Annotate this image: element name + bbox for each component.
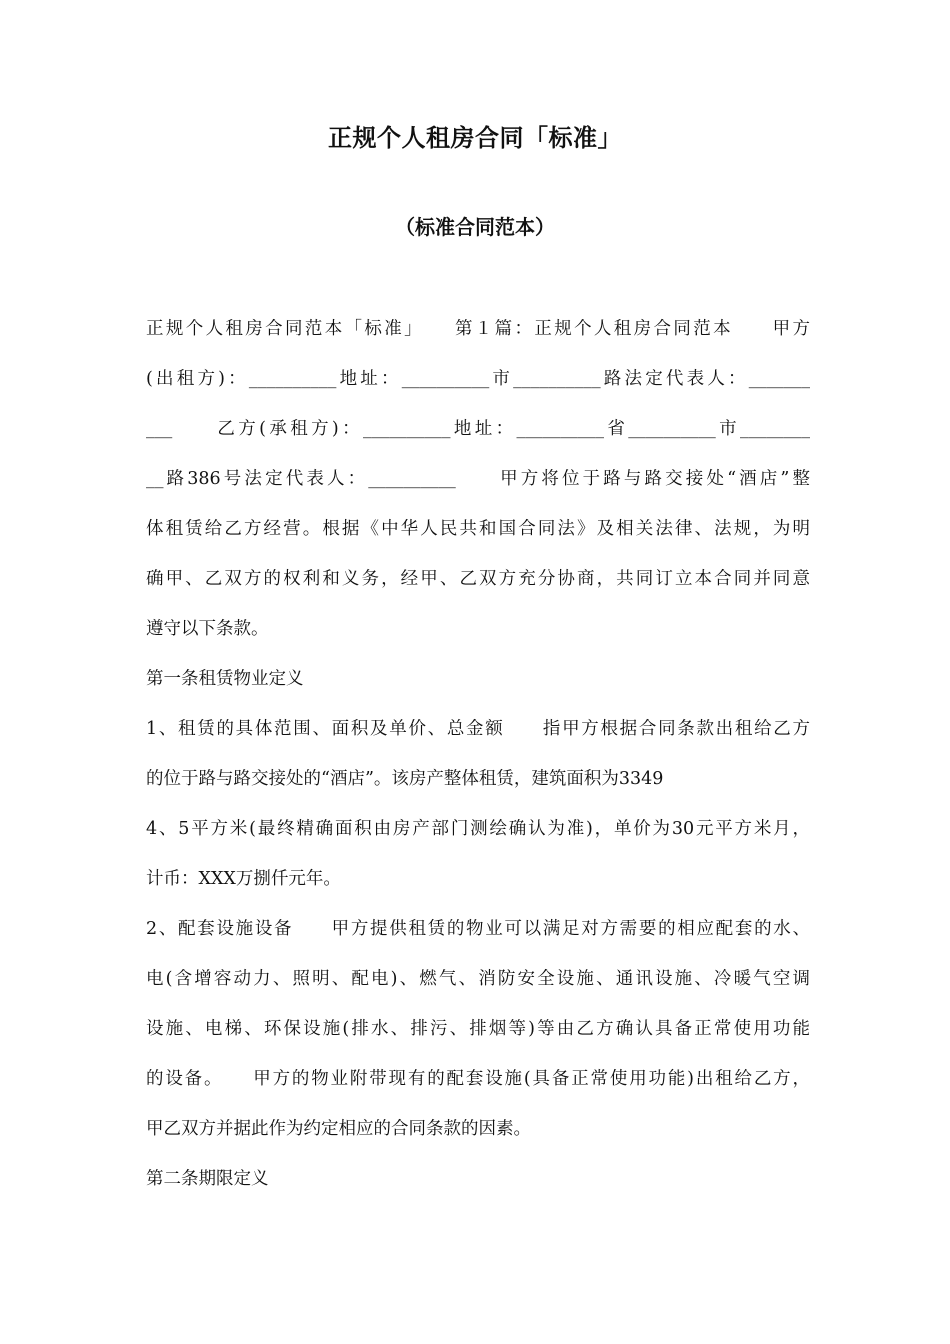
body-line: 体租赁给乙方经营。根据《中华人民共和国合同法》及相关法律、法规，为明 bbox=[146, 519, 810, 539]
body-line: (出租方)：__________地址：__________市__________路法定代表人：_______ bbox=[146, 369, 810, 389]
body-line: 计币：XXX万捌仟元年。 bbox=[146, 869, 341, 889]
body-line: 的设备。 甲方的物业附带现有的配套设施(具备正常使用功能)出租给乙方， bbox=[146, 1069, 810, 1089]
body-line: 甲乙双方并据此作为约定相应的合同条款的因素。 bbox=[146, 1119, 531, 1139]
section-heading: 第二条期限定义 bbox=[146, 1169, 269, 1189]
document-title: 正规个人租房合同「标准」 bbox=[328, 124, 622, 152]
document-subtitle: （标准合同范本） bbox=[395, 215, 555, 239]
body-line: 电(含增容动力、照明、配电)、燃气、消防安全设施、通讯设施、冷暖气空调 bbox=[146, 969, 810, 989]
body-line: 1、租赁的具体范围、面积及单价、总金额 指甲方根据合同条款出租给乙方 bbox=[146, 719, 810, 739]
body-line: 正规个人租房合同范本「标准」 第１篇：正规个人租房合同范本 甲方 bbox=[146, 319, 810, 339]
section-heading: 第一条租赁物业定义 bbox=[146, 669, 304, 689]
body-line: 确甲、乙双方的权利和义务，经甲、乙双方充分协商，共同订立本合同并同意 bbox=[146, 569, 810, 589]
body-line: 的位于路与路交接处的“酒店”。该房产整体租赁，建筑面积为3349 bbox=[146, 769, 664, 789]
body-line: __路386号法定代表人：__________ 甲方将位于路与路交接处“酒店”整 bbox=[146, 469, 810, 489]
body-line: 2、配套设施设备 甲方提供租赁的物业可以满足对方需要的相应配套的水、 bbox=[146, 919, 810, 939]
body-line: ___ 乙方(承租方)：__________地址：__________省__________市________ bbox=[146, 419, 810, 439]
body-line: 遵守以下条款。 bbox=[146, 619, 269, 639]
body-line: 4、5平方米(最终精确面积由房产部门测绘确认为准)，单价为30元平方米月， bbox=[146, 819, 810, 839]
body-line: 设施、电梯、环保设施(排水、排污、排烟等)等由乙方确认具备正常使用功能 bbox=[146, 1019, 810, 1039]
